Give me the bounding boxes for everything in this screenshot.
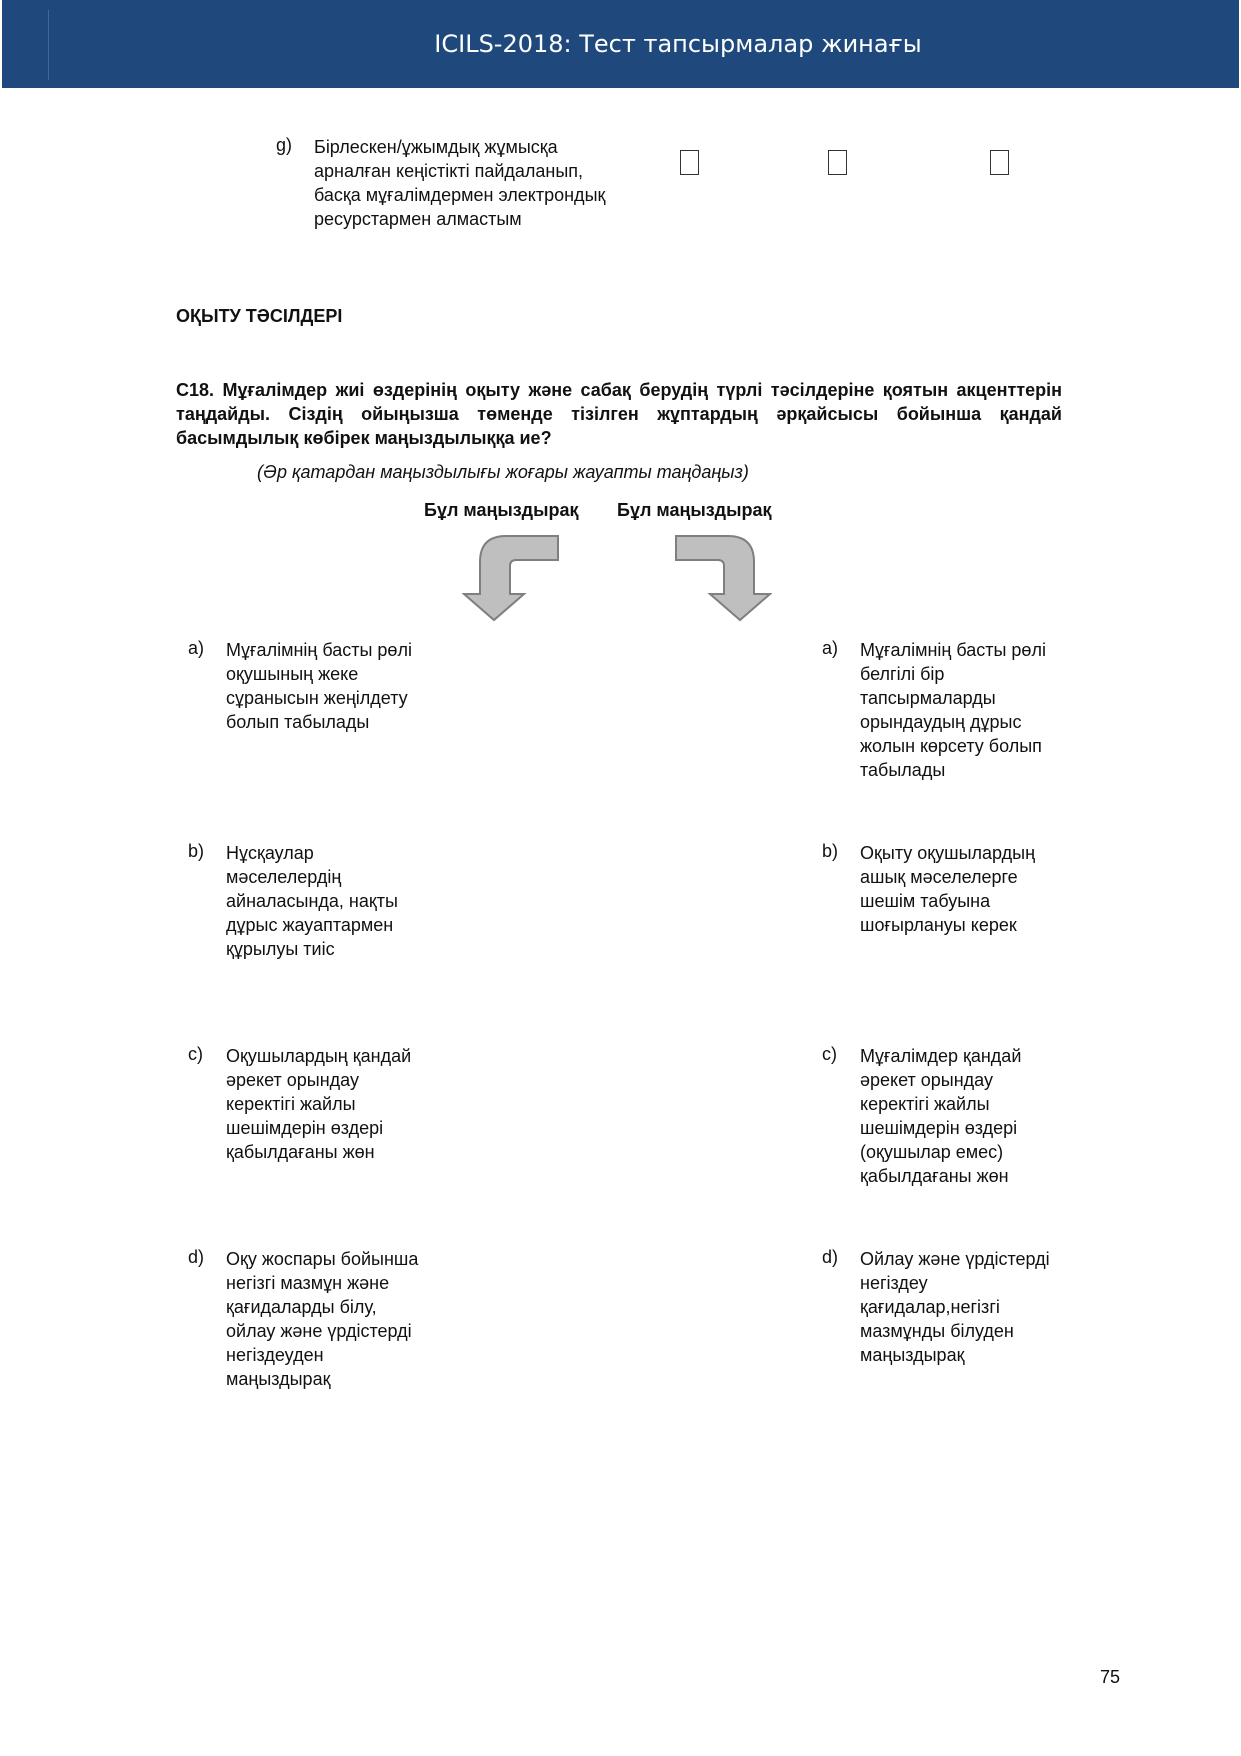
item-letter: b) — [188, 841, 205, 861]
item-text: Оқыту оқушылардың ашық мәселелерге шешім табуына шоғырлануы керек — [860, 843, 1036, 935]
checkbox-option-3[interactable] — [990, 150, 1009, 175]
item-text: Оқу жоспары бойынша негізгі мазмұн және қағидаларды білу, ойлау және үрдістерді негіздеуден маңыздырақ — [226, 1249, 419, 1389]
item-letter: d) — [188, 1247, 205, 1267]
question-instruction: (Әр қатардан маңыздылығы жоғары жауапты таңдаңыз) — [257, 462, 749, 482]
item-text: Мұғалімнің басты рөлі белгілі бір тапсырмаларды орындаудың дұрыс жолын көрсету болып табылады — [860, 640, 1046, 780]
item-letter: a) — [822, 638, 839, 658]
column-label-left: Бұл маңыздырақ — [424, 500, 579, 520]
item-text: Оқушылардың қандай әрекет орындау керектігі жайлы шешімдерін өздері қабылдағаны жөн — [226, 1046, 412, 1162]
item-letter: b) — [822, 841, 839, 861]
section-title: ОҚЫТУ ТӘСІЛДЕРІ — [176, 306, 343, 326]
item-text: Ойлау және үрдістерді негіздеу қағидалар,негізгі мазмұнды білуден маңыздырақ — [860, 1249, 1050, 1365]
question-text: C18. Мұғалімдер жиі өздерінің оқыту және сабақ берудің түрлі тәсілдеріне қоятын акценттерін таңдайды. Сіздің ойыңызша төменде тізілген жұптардың әрқайсысы бойынша қандай басымдылық көбірек маңыздылыққа ие? — [176, 380, 1062, 448]
item-letter: d) — [822, 1247, 839, 1267]
item-letter: c) — [188, 1044, 203, 1064]
item-letter: c) — [822, 1044, 837, 1064]
column-label-right: Бұл маңыздырақ — [617, 500, 772, 520]
item-text: Мұғалімдер қандай әрекет орындау керектігі жайлы шешімдерін өздері (оқушылар емес) қабылдағаны жөн — [860, 1046, 1022, 1186]
item-text: Мұғалімнің басты рөлі оқушының жеке сұранысын жеңілдету болып табылады — [226, 640, 412, 732]
arrow-turn-down-right-icon — [672, 532, 772, 624]
page-header — [2, 0, 1239, 88]
item-letter: a) — [188, 638, 205, 658]
item-text: Бірлескен/ұжымдық жұмысқа арналған кеңістікті пайдаланып, басқа мұғалімдермен электрондық ресурстармен алмастым — [314, 137, 606, 229]
item-letter: g) — [276, 135, 293, 155]
page-number: 75 — [1100, 1667, 1121, 1687]
arrow-turn-down-left-icon — [462, 532, 562, 624]
header-title: ICILS-2018: Тест тапсырмалар жинағы — [434, 30, 922, 58]
item-text: Нұсқаулар мәселелердің айналасында, нақты дұрыс жауаптармен құрылуы тиіс — [226, 843, 398, 959]
checkbox-option-1[interactable] — [680, 150, 699, 175]
checkbox-option-2[interactable] — [828, 150, 847, 175]
